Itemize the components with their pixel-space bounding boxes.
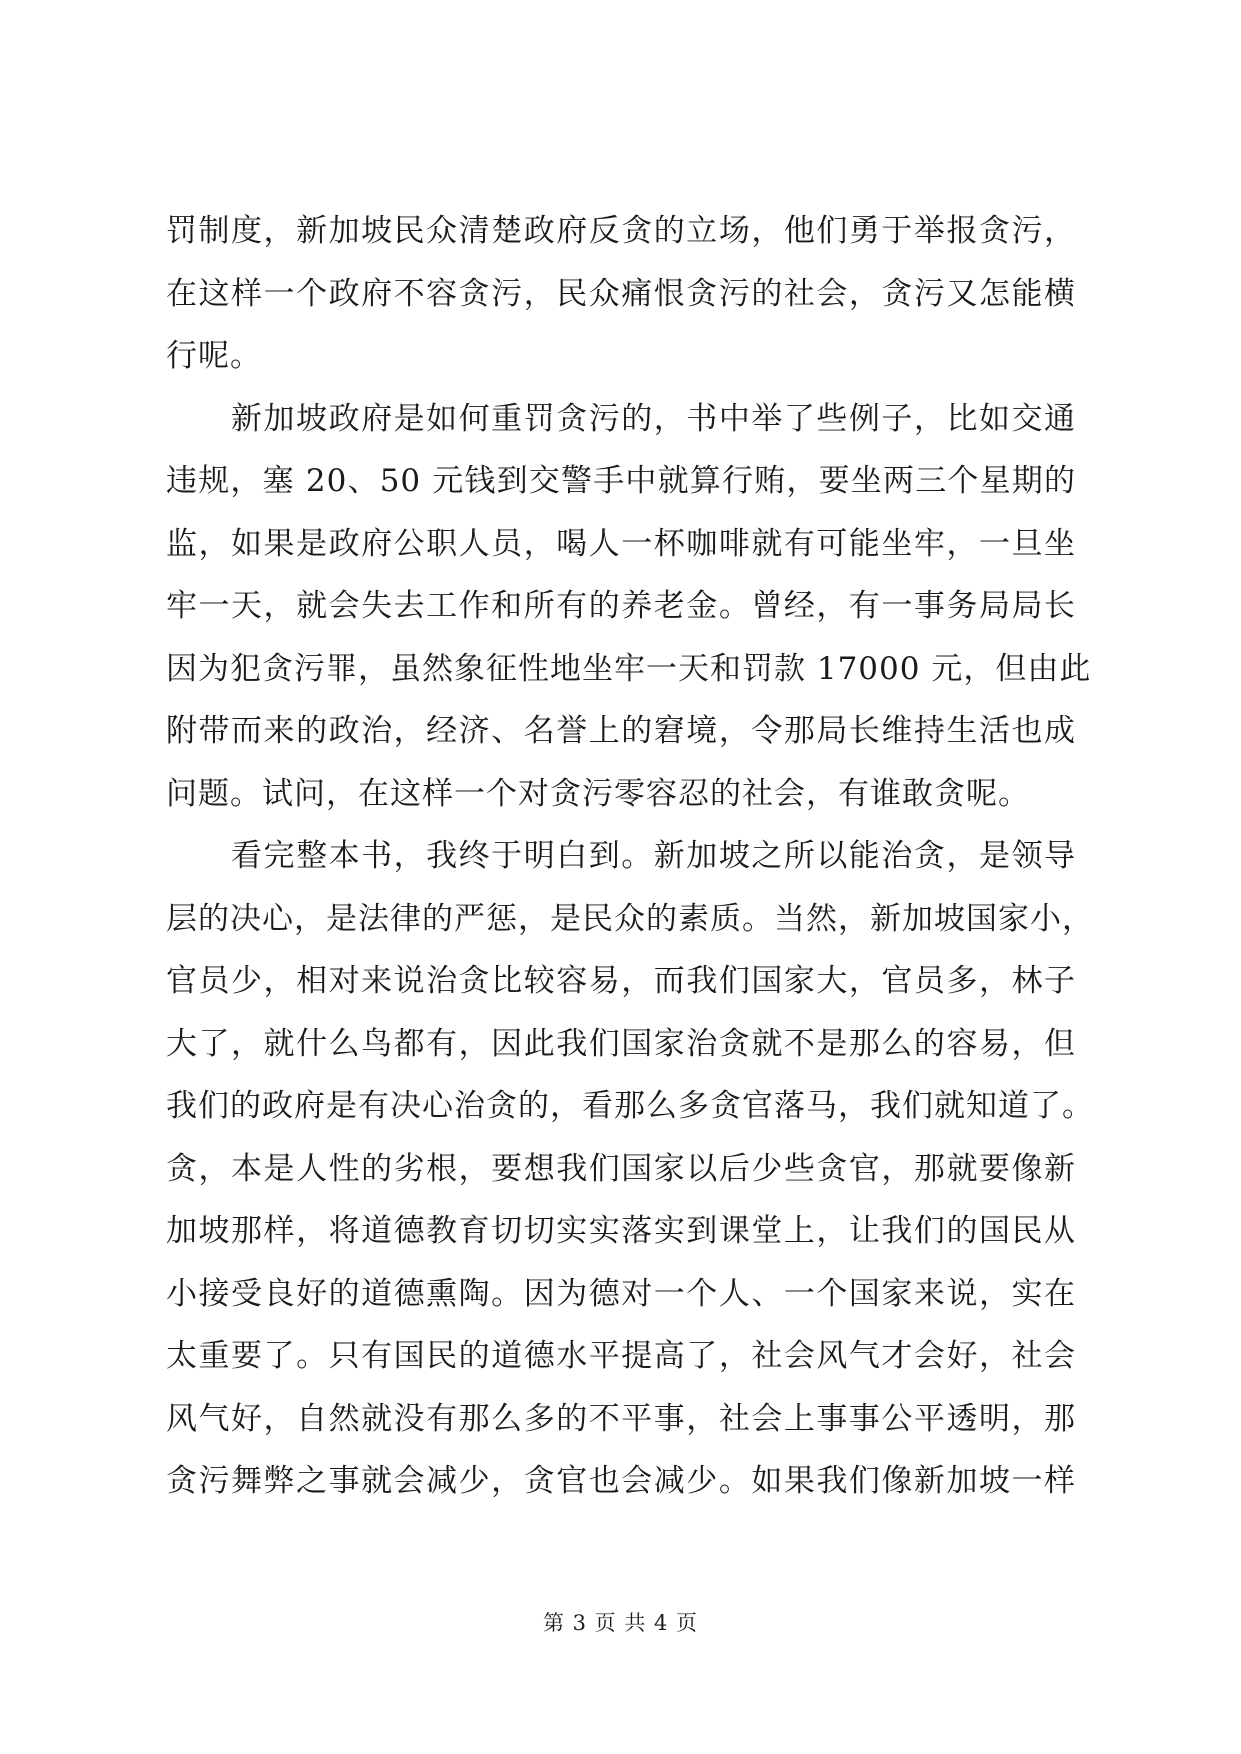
text-line: 我们的政府是有决心治贪的，看那么多贪官落马，我们就知道了。 bbox=[166, 1088, 1094, 1124]
text-line: 因为犯贪污罪，虽然象征性地坐牢一天和罚款 17000 元，但由此 bbox=[166, 650, 1092, 687]
text-line: 看完整本书，我终于明白到。新加坡之所以能治贪，是领导 bbox=[166, 838, 1076, 874]
text-line: 太重要了。只有国民的道德水平提高了，社会风气才会好，社会 bbox=[166, 1338, 1076, 1374]
text-line: 牢一天，就会失去工作和所有的养老金。曾经，有一事务局局长 bbox=[166, 588, 1076, 624]
text-line: 附带而来的政治，经济、名誉上的窘境，令那局长维持生活也成 bbox=[166, 713, 1076, 749]
text-line: 违规，塞 20、50 元钱到交警手中就算行贿，要坐两三个星期的 bbox=[166, 463, 1076, 499]
text-line: 加坡那样，将道德教育切切实实落实到课堂上，让我们的国民从 bbox=[166, 1213, 1076, 1249]
text-line: 小接受良好的道德熏陶。因为德对一个人、一个国家来说，实在 bbox=[166, 1275, 1076, 1312]
text-line: 问题。试问，在这样一个对贪污零容忍的社会，有谁敢贪呢。 bbox=[166, 775, 1030, 812]
body-text bbox=[166, 200, 1094, 1513]
text-line: 贪污舞弊之事就会减少，贪官也会减少。如果我们像新加坡一样 bbox=[166, 1463, 1076, 1499]
text-line: 在这样一个政府不容贪污，民众痛恨贪污的社会，贪污又怎能横 bbox=[166, 275, 1076, 312]
text-line: 行呢。 bbox=[166, 338, 262, 374]
text-line: 风气好，自然就没有那么多的不平事，社会上事事公平透明，那 bbox=[166, 1400, 1076, 1437]
text-line: 监，如果是政府公职人员，喝人一杯咖啡就有可能坐牢，一旦坐 bbox=[166, 525, 1076, 562]
page-footer: 第 3 页 共 4 页 bbox=[542, 1611, 699, 1635]
text-line: 新加坡政府是如何重罚贪污的，书中举了些例子，比如交通 bbox=[166, 400, 1076, 437]
text-line: 层的决心，是法律的严惩，是民众的素质。当然，新加坡国家小， bbox=[166, 900, 1094, 937]
text-line: 罚制度，新加坡民众清楚政府反贪的立场，他们勇于举报贪污， bbox=[166, 213, 1076, 249]
text-line: 大了，就什么鸟都有，因此我们国家治贪就不是那么的容易，但 bbox=[166, 1025, 1076, 1062]
text-line: 贪，本是人性的劣根，要想我们国家以后少些贪官，那就要像新 bbox=[166, 1150, 1076, 1187]
text-line: 官员少，相对来说治贪比较容易，而我们国家大，官员多，林子 bbox=[166, 963, 1076, 999]
